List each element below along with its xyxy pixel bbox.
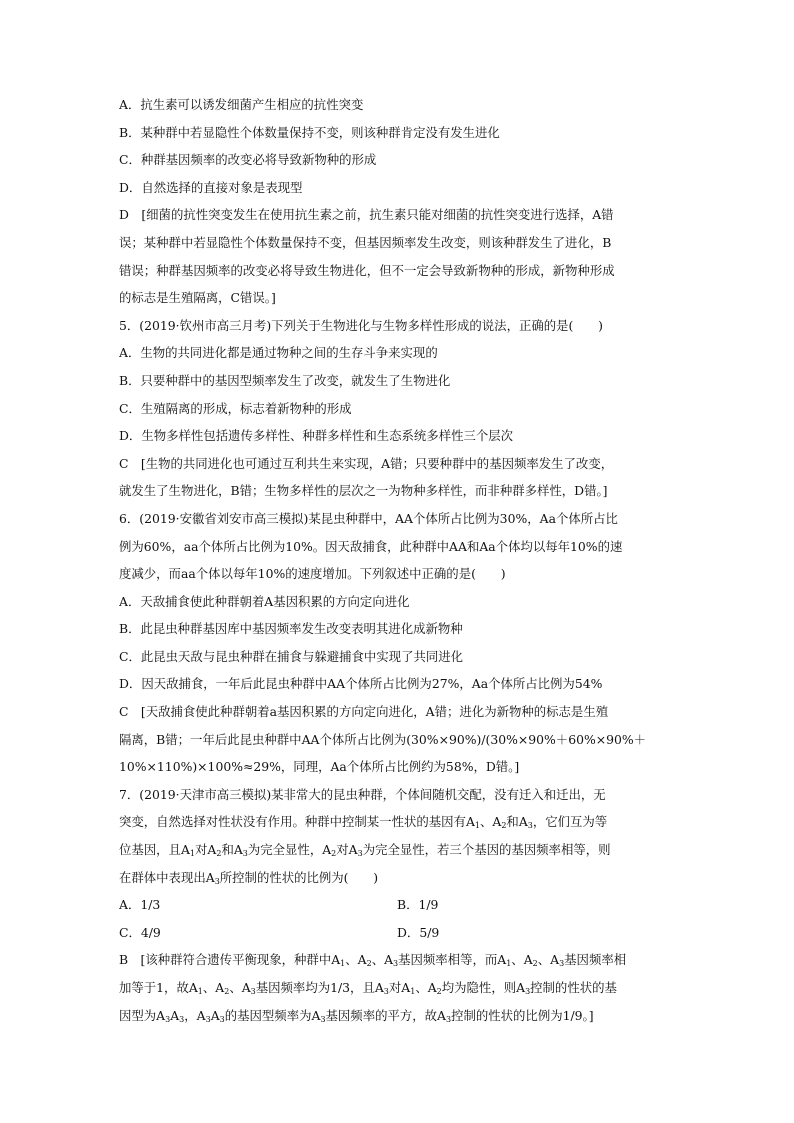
q5-option-a: A．生物的共同进化都是通过物种之间的生存斗争来实现的 xyxy=(119,345,438,361)
q6-stem-line-3: 度减少，而aa个体以每年10%的速度增加。下列叙述中正确的是( ) xyxy=(119,566,506,582)
q4-answer-line-3: 错误；种群基因频率的改变必将导致生物进化，但不一定会导致新物种的形成，新物种形成 xyxy=(119,262,615,278)
q4-option-c: C．种群基因频率的改变必将导致新物种的形成 xyxy=(119,152,377,168)
q6-option-b: B．此昆虫种群基因库中基因频率发生改变表明其进化成新物种 xyxy=(119,621,463,637)
q7-stem-line-1: 7．(2019·天津市高三模拟)某非常大的昆虫种群，个体间随机交配，没有迁入和迁出，无 xyxy=(119,786,606,802)
q6-stem-line-1: 6．(2019·安徽省刘安市高三模拟)某昆虫种群中，AA个体所占比例为30%，Aa个体所占比 xyxy=(119,510,618,526)
q6-answer-line-1: C [天敌捕食使此种群朝着a基因积累的方向定向进化，A错；进化为新物种的标志是生殖 xyxy=(119,704,609,720)
q7-options-row-1 xyxy=(119,891,679,919)
q7-answer-line-2: 加等于1，故$A_1$、$A_2$、$A_3$基因频率均为1/3，且$A_3$对$A_1$、$A_2$均为隐性，则$A_3$控制的性状的基 xyxy=(119,980,617,996)
q6-answer-line-3: 10%×110%)×100%≈29%，同理，Aa个体所占比例约为58%，D错。] xyxy=(119,759,520,775)
q7-option-d: D．5/9 xyxy=(397,924,440,940)
q7-answer-line-1: B [该种群符合遗传平衡现象，种群中$A_1$、$A_2$、$A_3$基因频率相等，而$A_1$、$A_2$、$A_3$基因频率相 xyxy=(119,952,627,969)
q4-option-b: B．某种群中若显隐性个体数量保持不变，则该种群肯定没有发生进化 xyxy=(119,124,500,140)
q6-stem-line-2: 例为60%，aa个体所占比例为10%。因天敌捕食，此种群中AA和Aa个体均以每年10%的速 xyxy=(119,538,623,554)
q7-stem-line-4: 在群体中表现出$A_3$所控制的性状的比例为( ) xyxy=(119,869,379,886)
q5-answer-line-1: C [生物的共同进化也可通过互利共生来实现，A错；只要种群中的基因频率发生了改变， xyxy=(119,455,614,471)
q6-option-a: A．天敌捕食使此种群朝着A基因积累的方向定向进化 xyxy=(119,593,410,609)
q7-answer-line-3: 因型为$A_3A_3$，$A_3A_3$的基因型频率为$A_3$基因频率的平方，故$A_3$控制的性状的比例为1/9。] xyxy=(119,1007,594,1024)
q6-option-c: C．此昆虫天敌与昆虫种群在捕食与躲避捕食中实现了共同进化 xyxy=(119,648,464,664)
q4-answer-line-4: 的标志是生殖隔离，C错误。] xyxy=(119,290,276,306)
q7-option-b: B．1/9 xyxy=(397,897,439,913)
q4-answer-line-2: 误；某种群中若显隐性个体数量保持不变，但基因频率发生改变，则该种群发生了进化，B xyxy=(119,234,612,250)
q5-option-d: D．生物多样性包括遗传多样性、种群多样性和生态系统多样性三个层次 xyxy=(119,428,514,444)
document-page xyxy=(119,91,679,1029)
q6-answer-line-2: 隔离，B错；一年后此昆虫种群中AA个体所占比例为(30%×90%)/(30%×90%＋60%×90%＋ xyxy=(119,731,647,747)
q5-option-b: B．只要种群中的基因型频率发生了改变，就发生了生物进化 xyxy=(119,372,451,388)
q4-option-d: D．自然选择的直接对象是表现型 xyxy=(119,179,303,195)
q4-answer-line-1: D [细菌的抗性突变发生在使用抗生素之前，抗生素只能对细菌的抗性突变进行选择，A错 xyxy=(119,207,614,223)
q4-option-a: A．抗生素可以诱发细菌产生相应的抗性突变 xyxy=(119,97,364,112)
q7-option-c: C．4/9 xyxy=(119,924,161,940)
q7-options-row-2 xyxy=(119,919,679,947)
q5-answer-line-2: 就发生了生物进化，B错；生物多样性的层次之一为物种多样性，而非种群多样性，D错。] xyxy=(119,483,608,499)
q5-stem: 5．(2019·钦州市高三月考)下列关于生物进化与生物多样性形成的说法，正确的是( ) xyxy=(119,317,603,333)
q7-option-a: A．1/3 xyxy=(119,897,161,913)
q5-option-c: C．生殖隔离的形成，标志着新物种的形成 xyxy=(119,400,352,416)
q7-stem-line-2: 突变，自然选择对性状没有作用。种群中控制某一性状的基因有$A_1$、$A_2$和$A_3$，它们互为等 xyxy=(119,814,608,831)
q6-option-d: D．因天敌捕食，一年后此昆虫种群中AA个体所占比例为27%，Aa个体所占比例为54% xyxy=(119,676,603,692)
q7-stem-line-3: 位基因，且$A_1$对$A_2$和$A_3$为完全显性，$A_2$对$A_3$为完全显性，若三个基因的基因频率相等，则 xyxy=(119,842,611,859)
